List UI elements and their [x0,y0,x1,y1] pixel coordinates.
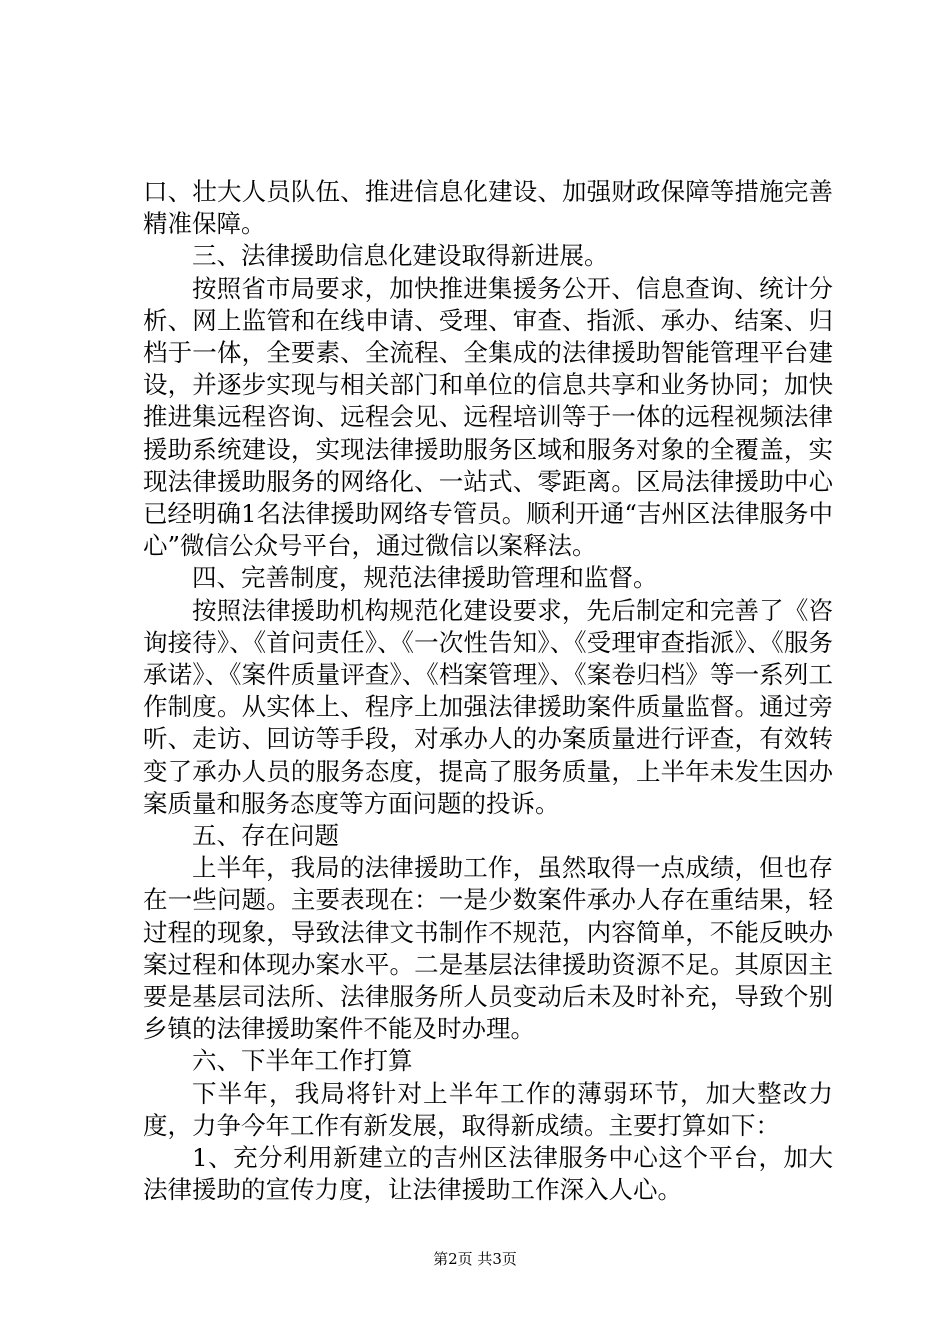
section-heading-6: 六、下半年工作打算 [192,1046,413,1076]
section-heading-5: 五、存在问题 [192,821,339,851]
paragraph: 按照省市局要求，加快推进集援务公开、信息查询、统计分析、网上监管和在线申请、受理、审查、指派、承办、结案、归档于一体，全要素、全流程、全集成的法律援助智能管理平台建设，并逐步实现与相关部门和单位的信息共享和业务协同；加快推进集远程咨询、远程会见、远程培训等于一体的远程视频法律援助系统建设，实现法律援助服务区域和服务对象的全覆盖，实现法律援助服务的网络化、一站式、零距离。区局法律援助中心已经明确1名法律援助网络专管员。顺利开通“吉州区法律服务中心”微信公众号平台，通过微信以案释法。 [143,273,833,561]
page-number-footer: 第2页 共3页 [433,1250,517,1268]
list-item: 1、充分利用新建立的吉州区法律服务中心这个平台，加大法律援助的宣传力度，让法律援助工作深入人心。 [143,1143,833,1205]
paragraph: 按照法律援助机构规范化建设要求，先后制定和完善了《咨询接待》、《首问责任》、《一次性告知》、《受理审查指派》、《服务承诺》、《案件质量评查》、《档案管理》、《案卷归档》等一系列工作制度。从实体上、程序上加强法律援助案件质量监督。通过旁听、走访、回访等手段，对承办人的办案质量进行评查，有效转变了承办人员的服务态度，提高了服务质量，上半年未发生因办案质量和服务态度等方面问题的投诉。 [143,595,833,818]
section-heading-4: 四、完善制度，规范法律援助管理和监督。 [192,563,658,593]
document-body [143,176,833,1207]
paragraph: 上半年，我局的法律援助工作，虽然取得一点成绩，但也存在一些问题。主要表现在：一是少数案件承办人存在重结果，轻过程的现象，导致法律文书制作不规范，内容简单，不能反映办案过程和体现办案水平。二是基层法律援助资源不足。其原因主要是基层司法所、法律服务所人员变动后未及时补充，导致个别乡镇的法律援助案件不能及时办理。 [143,853,833,1044]
section-heading-3: 三、法律援助信息化建设取得新进展。 [192,241,609,271]
paragraph-continuation: 口、壮大人员队伍、推进信息化建设、加强财政保障等措施完善精准保障。 [143,177,833,239]
paragraph: 下半年，我局将针对上半年工作的薄弱环节，加大整改力度，力争今年工作有新发展，取得新成绩。主要打算如下： [143,1078,833,1140]
